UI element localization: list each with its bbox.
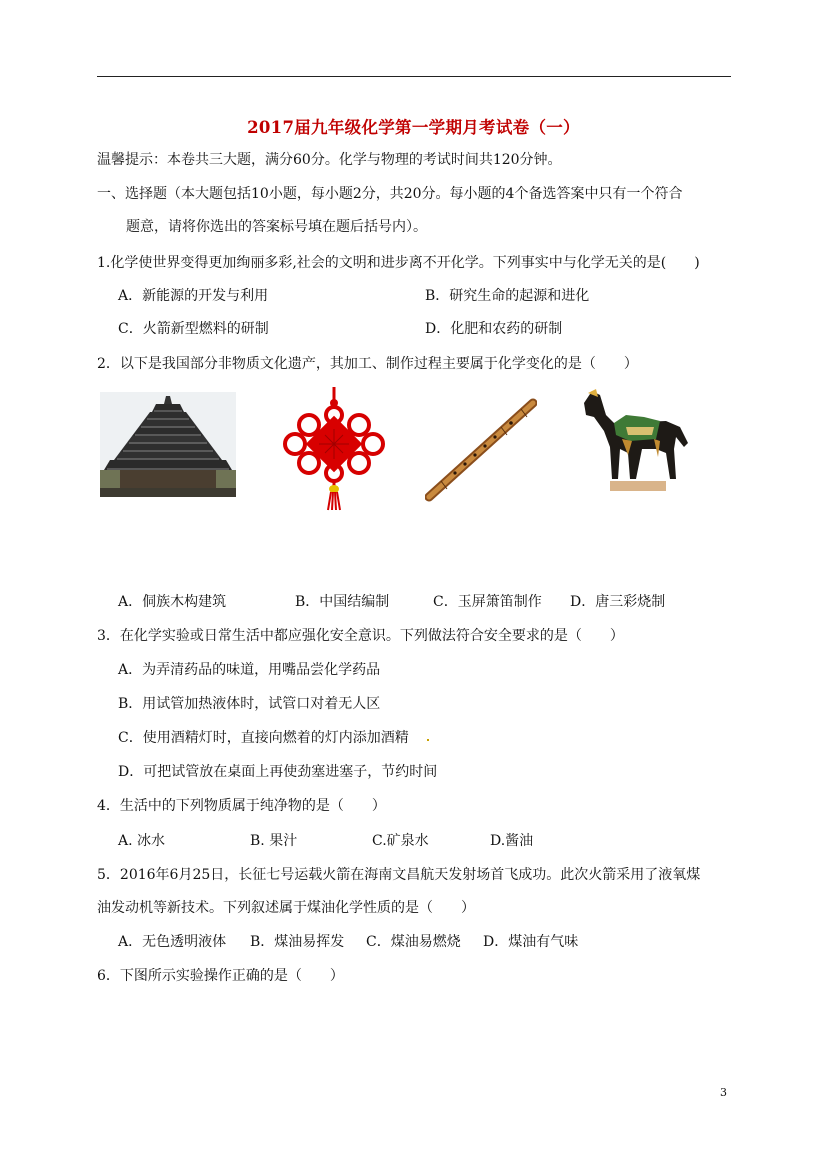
- q4-option-a: A. 冰水: [118, 833, 166, 849]
- q5-stem: 5．2016年6月25日，长征七号运载火箭在海南文昌航天发射场首飞成功。此次火箭采用了液氧煤: [97, 867, 701, 883]
- q5-option-c: C．煤油易燃烧: [366, 934, 461, 950]
- q1-stem: 1.化学使世界变得更加绚丽多彩,社会的文明和进步离不开化学。下列事实中与化学无关的是( ): [97, 255, 700, 271]
- q4-stem: 4．生活中的下列物质属于纯净物的是（ ）: [97, 798, 386, 814]
- q5-stem-cont: 油发动机等新技术。下列叙述属于煤油化学性质的是（ ）: [97, 900, 475, 916]
- q5-option-d: D．煤油有气味: [483, 934, 579, 950]
- q1-option-c: C．火箭新型燃料的研制: [118, 321, 269, 337]
- q5-option-b: B．煤油易挥发: [250, 934, 345, 950]
- intro-tip: 温馨提示：本卷共三大题，满分60分。化学与物理的考试时间共120分钟。: [97, 152, 562, 168]
- page-number: 3: [720, 1086, 727, 1099]
- q1-option-d: D．化肥和农药的研制: [425, 321, 563, 337]
- stray-dot: [427, 739, 429, 741]
- q2-option-c: C．玉屏箫笛制作: [433, 594, 542, 610]
- q4-option-d: D.酱油: [490, 833, 534, 849]
- q3-option-a: A．为弄清药品的味道，用嘴品尝化学药品: [118, 662, 381, 678]
- page-title: 2017届九年级化学第一学期月考试卷（一）: [247, 118, 580, 137]
- q1-option-a: A．新能源的开发与利用: [118, 288, 269, 304]
- bamboo-flute-image: [425, 397, 537, 503]
- q2-stem: 2．以下是我国部分非物质文化遗产，其加工、制作过程主要属于化学变化的是（ ）: [97, 356, 638, 372]
- q6-stem: 6．下图所示实验操作正确的是（ ）: [97, 968, 344, 984]
- q3-option-b: B．用试管加热液体时，试管口对着无人区: [118, 696, 381, 712]
- q5-option-a: A．无色透明液体: [118, 934, 227, 950]
- q2-option-d: D．唐三彩烧制: [570, 594, 666, 610]
- q2-option-b: B．中国结编制: [295, 594, 390, 610]
- q2-option-a: A．侗族木构建筑: [118, 594, 227, 610]
- q1-option-b: B．研究生命的起源和进化: [425, 288, 590, 304]
- header-rule: [97, 76, 731, 77]
- chinese-knot-image: [275, 387, 393, 511]
- q4-option-c: C.矿泉水: [372, 833, 429, 849]
- section1-heading: 一、选择题（本大题包括10小题，每小题2分，共20分。每小题的4个备选答案中只有一个符合: [97, 186, 683, 202]
- q4-option-b: B. 果汁: [250, 833, 298, 849]
- tang-sancai-horse-image: [570, 383, 702, 495]
- section1-heading-cont: 题意，请将你选出的答案标号填在题后括号内）。: [126, 219, 427, 235]
- q3-option-d: D．可把试管放在桌面上再使劲塞进塞子，节约时间: [118, 764, 438, 780]
- q3-option-c: C．使用酒精灯时，直接向燃着的灯内添加酒精: [118, 730, 409, 746]
- drum-tower-image: [100, 392, 236, 497]
- q3-stem: 3．在化学实验或日常生活中都应强化安全意识。下列做法符合安全要求的是（ ）: [97, 628, 624, 644]
